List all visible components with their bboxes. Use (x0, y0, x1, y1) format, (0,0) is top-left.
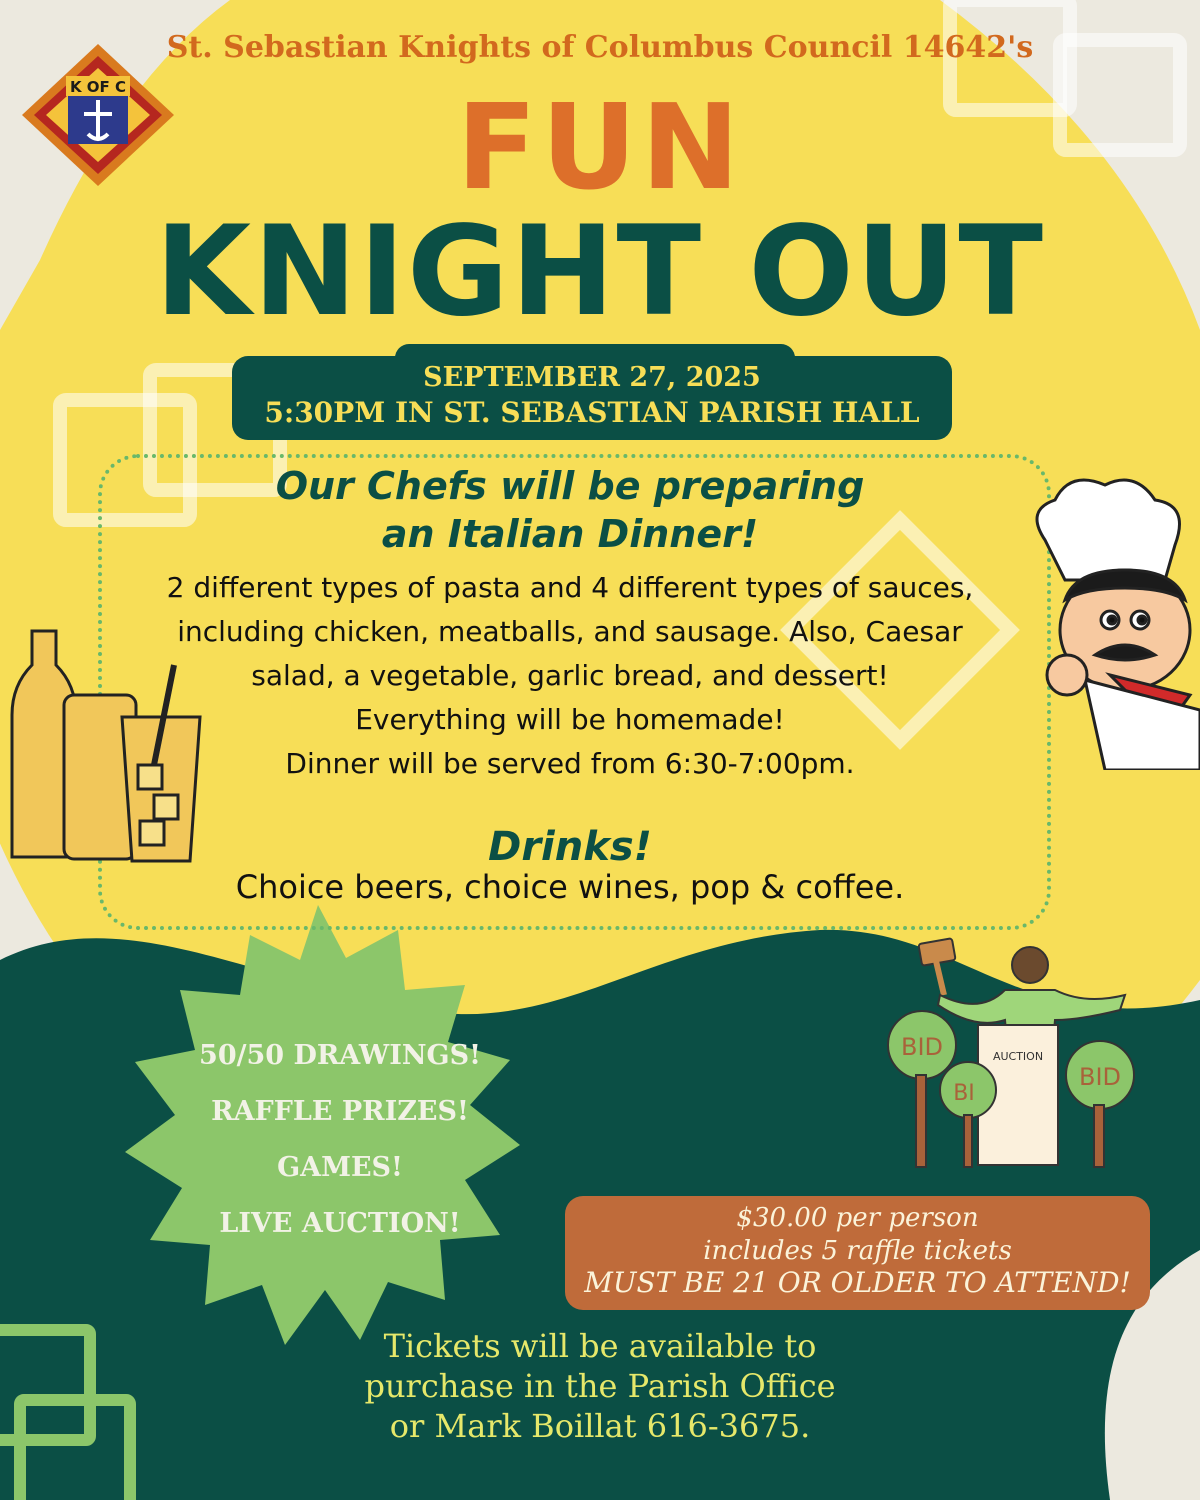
ticket-line: or Mark Boillat 616-3675. (389, 1407, 811, 1445)
menu-details (100, 566, 1040, 786)
price-line: $30.00 per person (736, 1203, 979, 1233)
menu-line: 2 different types of pasta and 4 different types of sauces, (166, 571, 974, 604)
svg-text:BID: BID (1078, 1063, 1122, 1091)
event-time-place: 5:30PM IN ST. SEBASTIAN PARISH HALL (264, 396, 920, 429)
chef-icon (1015, 470, 1200, 770)
event-date: SEPTEMBER 27, 2025 (423, 362, 761, 393)
title-fun: FUN (456, 78, 744, 216)
menu-line: salad, a vegetable, garlic bread, and dessert! (251, 659, 889, 692)
raffle-tickets-line: includes 5 raffle tickets (703, 1236, 1012, 1266)
activity-item: RAFFLE PRIZES! (211, 1096, 469, 1127)
svg-text:BI: BI (953, 1081, 975, 1106)
menu-line: Everything will be homemade! (355, 703, 785, 736)
council-name: St. Sebastian Knights of Columbus Council 14642's (166, 30, 1034, 65)
svg-text:AUCTION: AUCTION (992, 1050, 1044, 1063)
auctioneer-icon (880, 935, 1150, 1175)
menu-heading-line1: Our Chefs will be preparing (275, 464, 865, 508)
activity-item: 50/50 DRAWINGS! (199, 1040, 481, 1071)
ticket-line: purchase in the Parish Office (364, 1367, 836, 1405)
svg-text:BID: BID (900, 1033, 944, 1061)
activity-item: GAMES! (277, 1152, 403, 1183)
title-knight-out: KNIGHT OUT (155, 200, 1045, 344)
ticket-line: Tickets will be available to (383, 1327, 817, 1365)
menu-heading-line2: an Italian Dinner! (381, 512, 759, 556)
menu-heading (180, 462, 960, 558)
drinks-heading: Drinks! (488, 824, 652, 870)
drinks-text: Choice beers, choice wines, pop & coffee. (235, 868, 905, 906)
age-requirement: MUST BE 21 OR OLDER TO ATTEND! (584, 1266, 1131, 1299)
drinks-icon (4, 625, 219, 865)
menu-line: Dinner will be served from 6:30-7:00pm. (285, 747, 855, 780)
ticket-info (330, 1326, 870, 1446)
svg-text:K OF C: K OF C (69, 78, 127, 96)
activity-item: LIVE AUCTION! (219, 1208, 461, 1239)
menu-line: including chicken, meatballs, and sausage. Also, Caesar (177, 615, 963, 648)
